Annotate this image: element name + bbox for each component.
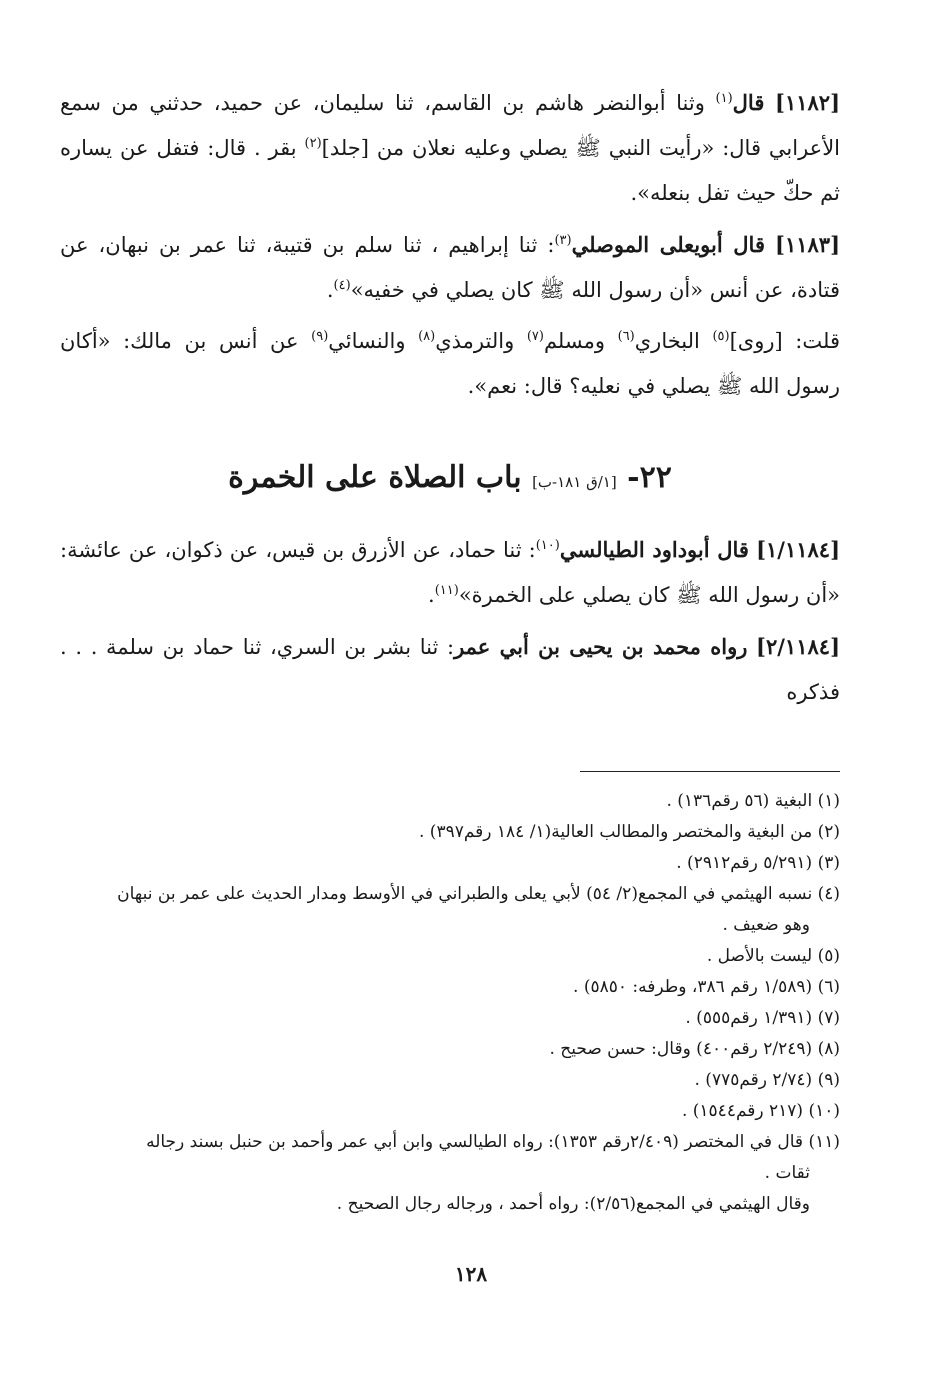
footnote-text: (٥) ليست بالأصل . [706, 946, 840, 966]
hadith-ref: [٢/١١٨٤] [756, 634, 840, 659]
hadith-ref: [١١٨٣] [775, 232, 840, 257]
hadith-author: رواه محمد بن يحيى بن أبي عمر [454, 634, 748, 659]
footnote-marker: (٨) [418, 329, 436, 344]
footnote-text: (١١) قال في المختصر (٢/٤٠٩رقم ١٣٥٣): رواه الطيالسي وابن أبي عمر وأحمد بن حنبل بسند رجاله [146, 1132, 840, 1152]
footnote [60, 817, 840, 848]
footnote-marker: (٧) [526, 329, 544, 344]
hadith-1182 [60, 80, 840, 216]
commentary-text: البخاري [634, 329, 713, 353]
chapter-title: باب الصلاة على الخمرة [228, 460, 522, 495]
footnote [60, 879, 840, 941]
footnote-marker: (١٠) [535, 538, 560, 553]
footnote-continuation: وهو ضعيف . [722, 915, 810, 935]
footnote-marker: (٤) [333, 278, 351, 293]
hadith-text: : ثنا إبراهيم ، ثنا سلم بن قتيبة، ثنا عمر بن نبهان، عن قتادة، عن أنس «أن رسول الله ﷺ كان يصلي في خفيه» [60, 233, 840, 302]
commentary-text: ومسلم [543, 329, 618, 353]
footnote-text: (٩) (٢/٧٤ رقم٧٧٥) . [694, 1070, 840, 1090]
footnote [60, 1034, 840, 1065]
hadith-text: . [428, 583, 435, 607]
page-number: ١٢٨ [454, 1262, 488, 1286]
hadith-author: قال أبوداود الطيالسي [559, 537, 749, 562]
chapter-number: ٢٢- [627, 460, 672, 495]
hadith-text: : ثنا حماد، عن الأزرق بن قيس، عن ذكوان، عن عائشة: «أن رسول الله ﷺ كان يصلي على الخمرة» [60, 538, 840, 607]
footnote-continuation: ثقات . [764, 1163, 810, 1183]
hadith-text: بقر . قال: فتفل عن يساره ثم حكّ حيث تفل بنعله». [60, 136, 840, 205]
commentary-text: عن أنس بن مالك: «أكان رسول الله ﷺ يصلي في نعليه؟ قال: نعم». [60, 329, 840, 398]
hadith-1184-2 [60, 624, 840, 715]
footnote [60, 1096, 840, 1127]
footnote-text: (٣) (٥/٢٩١ رقم٢٩١٢) . [676, 853, 840, 873]
commentary-paragraph [60, 319, 840, 409]
footnote [60, 941, 840, 972]
footnote-marker: (١١) [434, 583, 459, 598]
footnotes-list [60, 786, 840, 1220]
footnote-continuation: وقال الهيثمي في المجمع(٢/٥٦): رواه أحمد ، ورجاله رجال الصحيح . [336, 1194, 810, 1214]
hadith-author: قال أبويعلى الموصلي [571, 232, 765, 257]
commentary-text: قلت: [روى] [729, 329, 840, 353]
commentary-text: والنسائي [328, 329, 419, 353]
hadith-ref: [١/١١٨٤] [756, 537, 841, 562]
footnote-marker: (٢) [304, 136, 322, 151]
chapter-heading [60, 453, 840, 507]
footnote-marker: (٥) [712, 329, 730, 344]
footnote [60, 1065, 840, 1096]
footnote-marker: (٦) [617, 329, 635, 344]
footnote-divider [580, 771, 840, 772]
footnote-text: (٤) نسبه الهيثمي في المجمع(٢/ ٥٤) لأبي يعلى والطبراني في الأوسط ومدار الحديث على عمر بن نبهان [117, 884, 840, 904]
hadith-text: وثنا أبوالنضر هاشم بن القاسم، ثنا سليمان، عن حميد، حدثني من سمع الأعرابي قال: «رأيت النبي ﷺ يصلي وعليه نعلان من [جلد] [60, 91, 841, 160]
footnote-text: (١) البغية (٥٦ رقم١٣٦) . [666, 791, 840, 811]
hadith-text: : ثنا بشر بن السري، ثنا حماد بن سلمة . . . فذكره [60, 635, 840, 704]
footnote [60, 1127, 840, 1189]
footnote-marker: (٩) [311, 329, 329, 344]
hadith-author: قال [732, 90, 765, 115]
document-page [60, 80, 840, 1340]
footnote-text: (٦) (١/٥٨٩ رقم ٣٨٦، وطرفه: ٥٨٥٠) . [573, 977, 840, 997]
footnote [60, 848, 840, 879]
commentary-text: والترمذي [435, 329, 527, 353]
manuscript-ref: [١/ق ١٨١-ب] [532, 473, 617, 491]
footnote-text: (٢) من البغية والمختصر والمطالب العالية(١/ ١٨٤ رقم٣٩٧) . [418, 822, 840, 842]
hadith-text: . [326, 278, 334, 302]
hadith-ref: [١١٨٢] [775, 90, 840, 115]
footnote-marker: (٣) [554, 233, 572, 248]
footnote [60, 786, 840, 817]
footnote-text: (٧) (١/٣٩١ رقم٥٥٥) . [685, 1008, 840, 1028]
footnote-marker: (١) [715, 91, 733, 106]
footnote-text: (٨) (٢/٢٤٩ رقم٤٠٠) وقال: حسن صحيح . [549, 1039, 840, 1059]
footnote [60, 1003, 840, 1034]
hadith-1184-1 [60, 527, 840, 618]
hadith-1183 [60, 222, 840, 313]
footnote [60, 972, 840, 1003]
footnote [60, 1189, 840, 1220]
footnote-text: (١٠) (٢١٧ رقم١٥٤٤) . [681, 1101, 840, 1121]
